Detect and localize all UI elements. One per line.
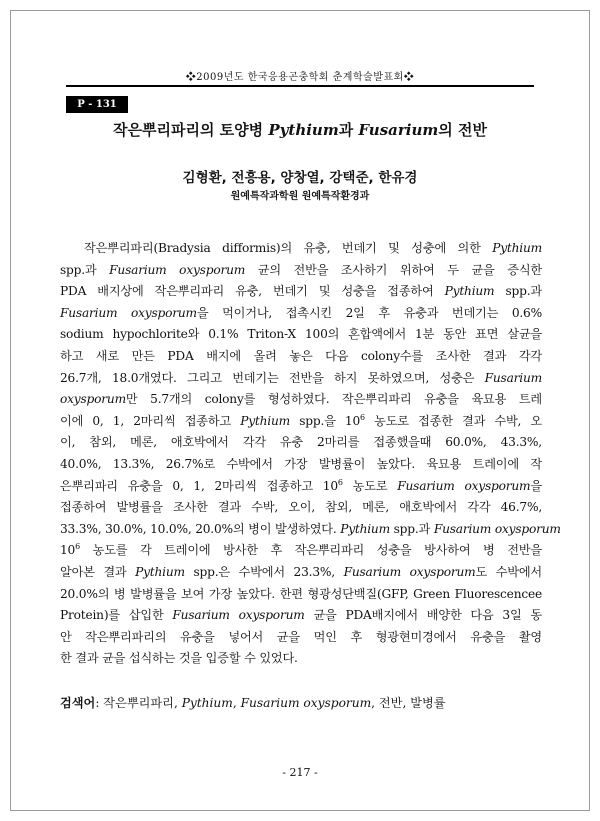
abstract-line: Fusarium oxysporum을 먹이거나, 접촉시킨 2일 후 유충과 번데기는 0.6% bbox=[60, 305, 542, 320]
abstract-body bbox=[60, 238, 561, 670]
abstract-line: 이, 참외, 메론, 애호박에서 각각 유충 2마리를 접종했을때 60.0%, 43.3%, bbox=[60, 435, 542, 450]
abstract-line: 알아본 결과 Pythium spp.은 수박에서 23.3%, Fusarium oxysporum도 수박에서 bbox=[60, 564, 543, 579]
abstract-line: 40.0%, 13.3%, 26.7%로 수박에서 가장 발병률이 높았다. 육묘용 트레이에 작 bbox=[60, 456, 542, 471]
abstract-line: spp.과 Fusarium oxysporum 균의 전반을 조사하기 위하여 두 균을 증식한 bbox=[60, 262, 542, 277]
abstract-line: 은뿌리파리 유충을 0, 1, 2마리씩 접종하고 $10^6$ 농도로 Fusarium oxysporum을 bbox=[60, 477, 542, 493]
abstract-line: 26.7개, 18.0개였다. 그리고 번데기는 전반을 하지 못하였으며, 성충은 Fusarium bbox=[60, 370, 542, 385]
conference-header: ❖2009년도 한국응용곤충학회 춘계학술발표회❖ bbox=[185, 72, 415, 83]
abstract-line: 작은뿌리파리(Bradysia difformis)의 유충, 번데기 및 성충에 의한 Pythium bbox=[84, 241, 542, 255]
poster-number-badge: P - 131 bbox=[66, 96, 128, 113]
affiliation: 원예특작과학원 원예특작환경과 bbox=[230, 191, 370, 202]
abstract-line: 33.3%, 30.0%, 10.0%, 20.0%의 병이 발생하였다. Pythium spp.과 Fusarium oxysporum bbox=[60, 521, 561, 536]
paper-title: 작은뿌리파리의 토양병 Pythium과 Fusarium의 전반 bbox=[113, 121, 487, 139]
abstract-line: 안 작은뿌리파리의 유충을 넣어서 균을 먹인 후 형광현미경에서 유충을 촬영 bbox=[60, 629, 542, 644]
abstract-line: 20.0%의 병 발병률을 보여 가장 높았다. 한편 형광성단백질(GFP, Green Fluorescencee bbox=[60, 586, 542, 601]
header-rule bbox=[66, 85, 534, 87]
abstract-line: 하고 새로 만든 PDA 배지에 올려 놓은 다음 colony수를 조사한 결과 각각 bbox=[60, 348, 542, 363]
abstract-line: oxysporum만 5.7개의 colony를 형성하였다. 작은뿌리파리 유충을 육묘용 트레 bbox=[60, 392, 542, 407]
abstract-line: PDA 배지상에 작은뿌리파리 유충, 번데기 및 성충을 접종하여 Pythium spp.과 bbox=[60, 284, 543, 299]
abstract-line: 접종하여 발병률을 조사한 결과 수박, 오이, 참외, 메론, 애호박에서 각각 46.7%, bbox=[60, 500, 542, 515]
abstract-line: 한 결과 균을 섭식하는 것을 입증할 수 있었다. bbox=[60, 651, 298, 666]
abstract-line: 이에 0, 1, 2마리씩 접종하고 Pythium spp.을 $10^6$ 농도로 접종한 결과 수박, 오 bbox=[60, 412, 542, 428]
authors: 김형환, 전흥용, 양창열, 강택준, 한유경 bbox=[182, 170, 418, 186]
keywords: 검색어: 작은뿌리파리, Pythium, Fusarium oxysporum, 전반, 발병률 bbox=[60, 696, 446, 710]
page-number: - 217 - bbox=[282, 766, 318, 779]
abstract-line: $10^6$ 농도를 각 트레이에 방사한 후 작은뿌리파리 성충을 방사하여 병 전반을 bbox=[60, 542, 542, 558]
keywords-label: 검색어 bbox=[60, 696, 96, 710]
abstract-line: sodium hypochlorite와 0.1% Triton-X 100의 혼합액에서 1분 동안 표면 살균을 bbox=[60, 327, 542, 342]
abstract-line: Protein)를 삽입한 Fusarium oxysporum 균을 PDA배지에서 배양한 다음 3일 동 bbox=[60, 608, 542, 623]
